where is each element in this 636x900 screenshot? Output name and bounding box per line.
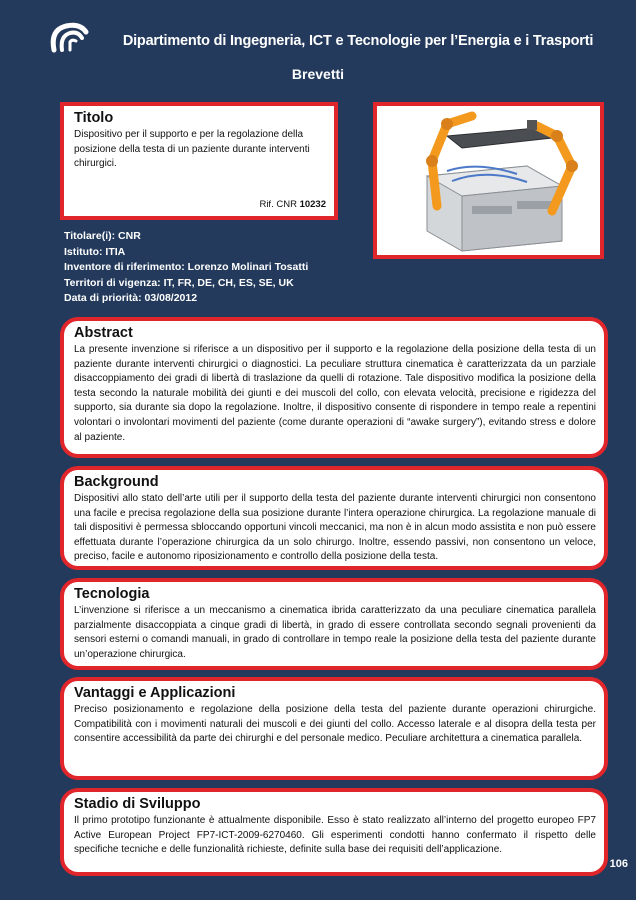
data-priorita: Data di priorità: 03/08/2012 [64, 292, 198, 304]
abstract-box [60, 317, 608, 458]
rif-cnr [259, 199, 326, 210]
istituto: Istituto: ITIA [64, 245, 126, 258]
tecnologia-heading: Tecnologia [74, 586, 150, 602]
cnr-logo-icon [48, 20, 90, 56]
rif-label: Rif. CNR [259, 199, 297, 210]
titolo-text: Dispositivo per il supporto e per la regolazione della posizione della testa di un paziente durante interventi chirurgici. [74, 129, 310, 170]
territori: Territori di vigenza: IT, FR, DE, CH, ES, SE, UK [64, 276, 294, 289]
inventore: Inventore di riferimento: Lorenzo Molinari Tosatti [64, 261, 309, 273]
titolare: Titolare(i): CNR [64, 230, 141, 242]
vantaggi-heading: Vantaggi e Applicazioni [74, 685, 236, 701]
background-text: Dispositivi allo stato dell’arte utili per il supporto della testa del paziente durante interventi chirurgici non consentono una facile e precisa regolazione della sua posizione durante l’intera operazione chirurgica. La regolazione manuale di tali dispositivi è permessa sbloccando opportuni vincoli meccanici, ma non è in alcun modo assistita e non può essere effettuata durante l’operazione chirurgica da un solo chirurgo. Inoltre, essendo passivi, non consentono un veloce, preciso, facile e autonomo riposizionamento e controllo della posizione della testa. [74, 493, 596, 563]
page-number: 106 [609, 858, 628, 870]
tecnologia-box [60, 578, 608, 670]
vantaggi-text: Preciso posizionamento e regolazione della posizione della testa del paziente durante operazioni chirurgiche. Compatibilità con i movimenti naturali dei muscoli e dei giunti del collo. Accesso laterale e al disopra della testa per consentire accessibilità da parte dei chirurghi e del personale medico. Peculiare architettura a cinematica parallela. [74, 704, 596, 745]
department-title: Dipartimento di Ingegneria, ICT e Tecnologie per l’Energia e i Trasporti [122, 33, 594, 49]
stadio-text: Il primo prototipo funzionante è attualmente disponibile. Esso è stato realizzato all’interno del progetto europeo FP7 Active European Project FP7-ICT-2009-6270460. Gli esperimenti condotti hanno confermato il rispetto delle specifiche tecniche e delle funzionalità richieste, definite sulla base dei requisiti dell’applicazione. [74, 815, 596, 856]
vantaggi-box [60, 677, 608, 780]
device-image [373, 102, 604, 259]
patent-info [64, 229, 308, 307]
section-title: Brevetti [291, 66, 345, 82]
stadio-heading: Stadio di Sviluppo [74, 796, 201, 812]
rif-number: 10232 [299, 199, 326, 210]
titolo-box [60, 102, 338, 220]
surgical-robot-illustration [377, 106, 600, 255]
abstract-heading: Abstract [74, 325, 133, 341]
stadio-box [60, 788, 608, 876]
tecnologia-text: L’invenzione si riferisce a un meccanismo a cinematica ibrida caratterizzato da una peculiare cinematica parallela parzialmente disaccoppiata a cinque gradi di libertà, in grado di essere controllata secondo segnali provenienti da sensori esterni o comandi manuali, in grado di controllare in tempo reale la posizione della testa del paziente durante un’operazione chirurgica. [74, 605, 596, 660]
background-heading: Background [74, 474, 159, 490]
background-box [60, 466, 608, 570]
titolo-heading: Titolo [74, 110, 114, 126]
abstract-text: La presente invenzione si riferisce a un dispositivo per il supporto e la regolazione della posizione della testa di un paziente durante interventi chirurgici o diagnostici. La peculiare struttura cinematica è caratterizzata da un parziale disaccoppiamento dei gradi di libertà di traslazione da quelli di rotazione. Tale dispositivo modifica la posizione della testa secondo la naturale mobilità dei giunti e dei muscoli del collo, con elevata velocità, precisione e rigidezza del supporto, sia durante sia dopo la regolazione. Inoltre, il dispositivo consente di rispondere in tempo reale a repentini volontari o involontari movimenti del paziente (come durante operazioni di “awake surgery”), evitando stress e dolore al paziente. [74, 344, 596, 443]
